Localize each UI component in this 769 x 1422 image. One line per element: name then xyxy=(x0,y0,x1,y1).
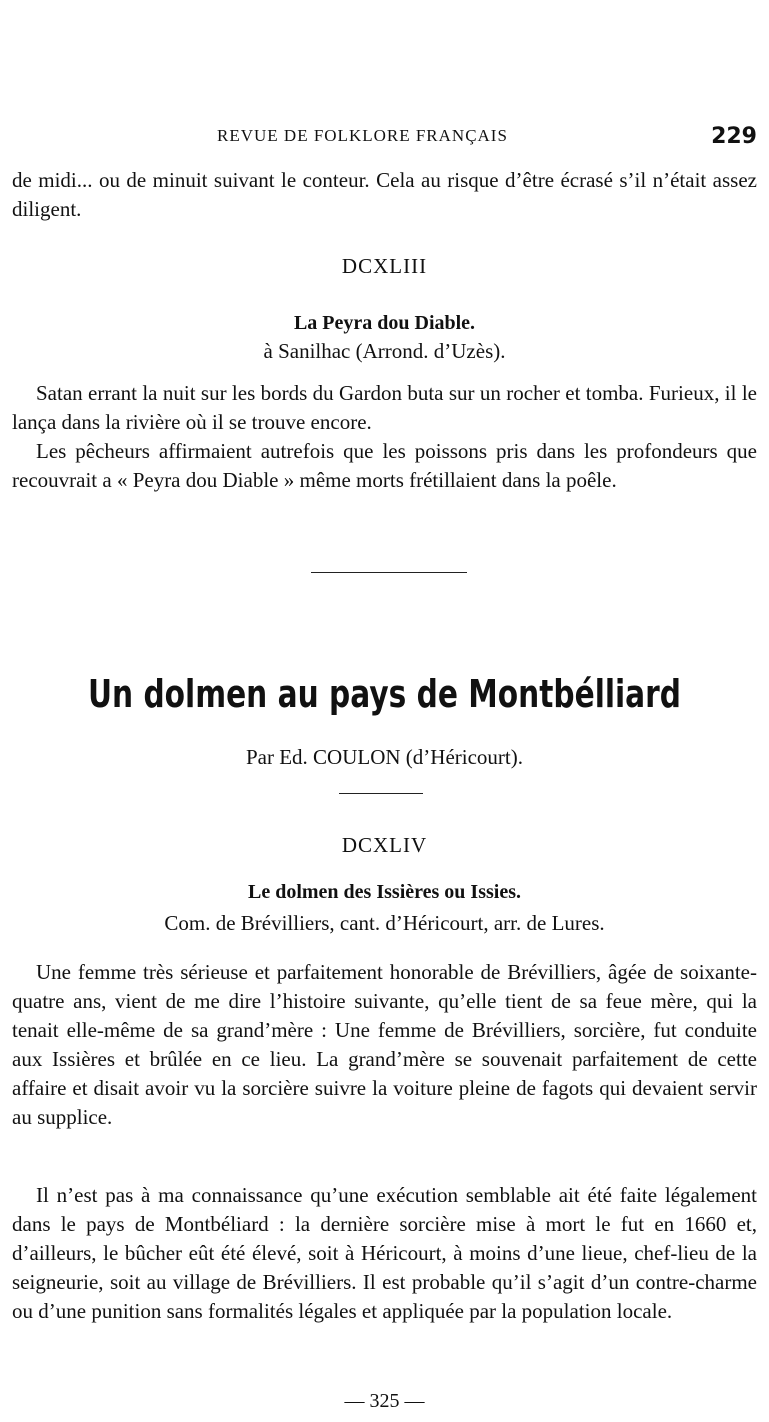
article-byline: Par Ed. COULON (d’Héricourt). xyxy=(245,745,523,769)
entry-paragraph: Une femme très sérieuse et parfaitement honorable de Brévilliers, âgée de soixante-quatre ans, vient de me dire l’histoire suivante, qu’elle tient de sa feue mère, qui la tenait elle-même de sa grand’mère : Une femme de Brévilliers, sorcière, fut conduite aux Issières et brûlée en ce lieu. La grand’mère se souvenait parfaitement de cette affaire et disait avoir vu la sorcière suivre la voiture pleine de fagots qui devaient servir au supplice. xyxy=(12,960,757,1129)
page-marker: — 325 — xyxy=(344,1390,425,1412)
byline-divider xyxy=(339,793,423,794)
entry-paragraph: Satan errant la nuit sur les bords du Gardon buta sur un rocher et tomba. Furieux, il le lança dans la rivière où il se trouve encore. xyxy=(12,381,757,434)
entry-paragraph: Il n’est pas à ma connaissance qu’une exécution semblable ait été faite légalement dans le pays de Montbéliard : la dernière sorcière mise à mort le fut en 1660 et, d’ailleurs, le bûcher eût été élevé, soit à Héricourt, à moins d’une lieue, chef-lieu de la seigneurie, soit au village de Brévilliers. Il est probable qu’il s’agit d’un contre-charme ou d’une punition sans formalités légales et appliquée par la population locale. xyxy=(12,1183,757,1323)
continuation-paragraph: de midi... ou de minuit suivant le conteur. Cela au risque d’être écrasé s’il n’était assez diligent. xyxy=(12,168,757,221)
section-divider xyxy=(311,572,467,573)
running-title: REVUE DE FOLKLORE FRANÇAIS xyxy=(217,126,508,145)
running-header xyxy=(0,124,769,150)
entry-place: à Sanilhac (Arrond. d’Uzès). xyxy=(263,339,506,363)
entry-title: Le dolmen des Issières ou Issies. xyxy=(248,881,521,903)
page-number: 229 xyxy=(711,124,757,149)
entry-place: Com. de Brévilliers, cant. d’Héricourt, arr. de Lures. xyxy=(164,911,605,935)
entry-numeral: DCXLIV xyxy=(341,833,428,857)
entry-paragraph: Les pêcheurs affirmaient autrefois que les poissons pris dans les profondeurs que recouvrait a « Peyra dou Diable » même morts frétillaient dans la poêle. xyxy=(12,439,757,492)
article-title: Un dolmen au pays de Montbélliard xyxy=(87,672,682,716)
entry-numeral: DCXLIII xyxy=(341,254,428,278)
entry-title: La Peyra dou Diable. xyxy=(293,312,476,334)
